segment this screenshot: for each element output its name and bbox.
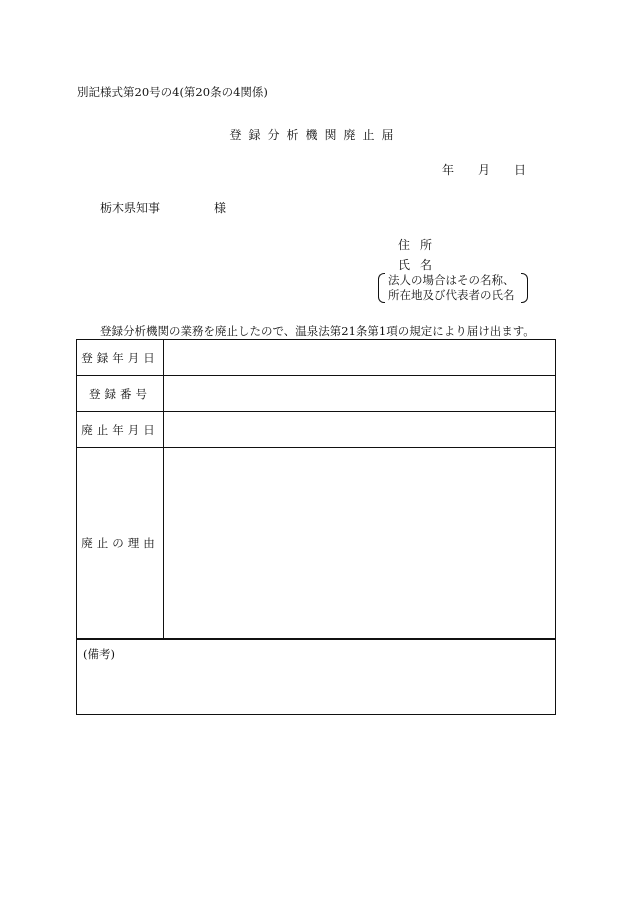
date-day: 日 xyxy=(514,163,527,177)
table-row xyxy=(77,448,556,640)
corp-note-line-2: 所在地及び代表者の氏名 xyxy=(388,288,515,302)
right-bracket xyxy=(521,273,528,303)
abolition-date-label: 廃止年月日 xyxy=(77,412,164,448)
abolition-reason-field[interactable] xyxy=(164,448,556,640)
table-row xyxy=(77,412,556,448)
table-row xyxy=(77,340,556,376)
abolition-reason-label: 廃止の理由 xyxy=(77,448,164,640)
date-month: 月 xyxy=(478,163,491,177)
document-title: 登録分析機関廃止届 xyxy=(229,128,401,142)
remarks-field[interactable] xyxy=(77,639,556,715)
corp-note-line-1: 法人の場合はその名称、 xyxy=(388,273,515,287)
applicant-name-label: 氏名 xyxy=(398,258,443,272)
form-reference: 別記様式第20号の4(第20条の4関係) xyxy=(77,85,268,99)
form-table xyxy=(76,339,556,715)
statement-text: 登録分析機関の業務を廃止したので、温泉法第21条第1項の規定により届け出ます。 xyxy=(100,324,535,338)
date-year: 年 xyxy=(442,163,455,177)
remarks-label: (備考) xyxy=(83,647,115,661)
date-line xyxy=(442,161,526,178)
applicant-address-label: 住所 xyxy=(398,238,443,252)
table-row xyxy=(77,376,556,412)
table-row xyxy=(77,639,556,715)
addressee xyxy=(100,199,226,216)
registration-number-label: 登録番号 xyxy=(77,376,164,412)
abolition-date-field[interactable] xyxy=(164,412,556,448)
addressee-honorific: 様 xyxy=(214,201,227,215)
registration-date-field[interactable] xyxy=(164,340,556,376)
registration-date-label: 登録年月日 xyxy=(77,340,164,376)
addressee-name: 栃木県知事 xyxy=(100,201,161,215)
left-bracket xyxy=(378,273,385,303)
corporation-note xyxy=(378,273,528,303)
registration-number-field[interactable] xyxy=(164,376,556,412)
